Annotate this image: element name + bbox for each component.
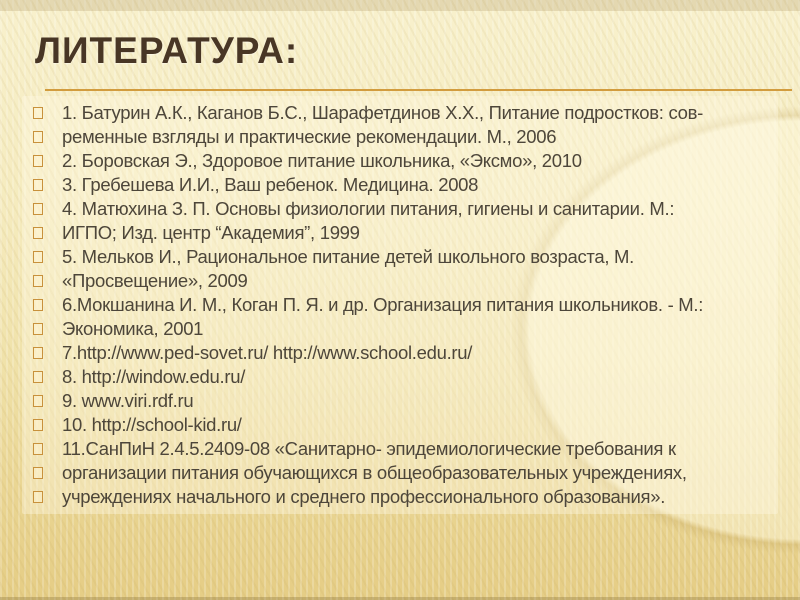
list-item [33, 221, 703, 245]
square-bullet-icon [33, 203, 43, 215]
list-item [33, 365, 703, 389]
title-underline [45, 89, 792, 91]
page-title: ЛИТЕРАТУРА: [35, 30, 299, 71]
list-item [33, 173, 703, 197]
list-item [33, 197, 703, 221]
square-bullet-icon [33, 323, 43, 335]
list-item-text: учреждениях начального и среднего профессионального образования». [62, 486, 666, 507]
list-item-text: 2. Боровская Э., Здоровое питание школьника, «Эксмо», 2010 [62, 150, 582, 171]
list-item [33, 101, 703, 125]
list-item [33, 293, 703, 317]
list-item [33, 413, 703, 437]
square-bullet-icon [33, 443, 43, 455]
list-item-text: 4. Матюхина З. П. Основы физиологии питания, гигиены и санитарии. М.: [62, 198, 675, 219]
list-item [33, 461, 703, 485]
square-bullet-icon [33, 419, 43, 431]
square-bullet-icon [33, 179, 43, 191]
list-item-text: Экономика, 2001 [62, 318, 204, 339]
square-bullet-icon [33, 227, 43, 239]
list-item-text: 5. Мельков И., Рациональное питание детей школьного возраста, М. [62, 246, 634, 267]
list-item [33, 149, 703, 173]
square-bullet-icon [33, 107, 43, 119]
list-item [33, 269, 703, 293]
list-item [33, 125, 703, 149]
list-item-text: 1. Батурин А.К., Каганов Б.С., Шарафетдинов Х.Х., Питание подростков: сов- [62, 102, 704, 123]
square-bullet-icon [33, 467, 43, 479]
square-bullet-icon [33, 251, 43, 263]
square-bullet-icon [33, 155, 43, 167]
list-item-text: 9. www.viri.rdf.ru [62, 390, 194, 411]
list-item [33, 341, 703, 365]
list-item [33, 245, 703, 269]
list-item-text: 3. Гребешева И.И., Ваш ребенок. Медицина. 2008 [62, 174, 479, 195]
list-item-text: 10. http://school-kid.ru/ [62, 414, 242, 435]
list-item [33, 317, 703, 341]
list-item-text: 7.http://www.ped-sovet.ru/ http://www.school.edu.ru/ [62, 342, 473, 363]
list-item [33, 485, 703, 509]
square-bullet-icon [33, 371, 43, 383]
square-bullet-icon [33, 395, 43, 407]
square-bullet-icon [33, 299, 43, 311]
reference-list [33, 101, 703, 509]
list-item-text: 8. http://window.edu.ru/ [62, 366, 246, 387]
list-item [33, 437, 703, 461]
square-bullet-icon [33, 131, 43, 143]
list-item-text: «Просвещение», 2009 [62, 270, 248, 291]
list-item-text: ИГПО; Изд. центр “Академия”, 1999 [62, 222, 360, 243]
list-item [33, 389, 703, 413]
list-item-text: 11.СанПиН 2.4.5.2409-08 «Санитарно- эпидемиологические требования к [62, 438, 676, 459]
list-item-text: ременные взгляды и практические рекомендации. М., 2006 [62, 126, 557, 147]
square-bullet-icon [33, 491, 43, 503]
square-bullet-icon [33, 275, 43, 287]
list-item-text: организации питания обучающихся в общеобразовательных учреждениях, [62, 462, 687, 483]
list-item-text: 6.Мокшанина И. М., Коган П. Я. и др. Организация питания школьников. - М.: [62, 294, 704, 315]
top-decor-band [0, 0, 800, 11]
square-bullet-icon [33, 347, 43, 359]
